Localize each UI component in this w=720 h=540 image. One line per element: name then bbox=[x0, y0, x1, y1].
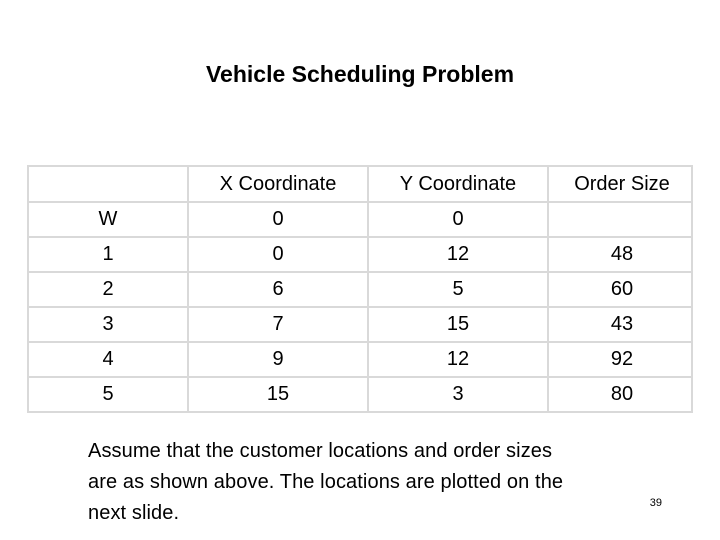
slide-description-line-1: Assume that the customer locations and order sizes bbox=[88, 440, 553, 462]
table-cell-row-5-col-4: 92 bbox=[610, 348, 634, 370]
table-cell-row-5-col-1: 4 bbox=[102, 348, 114, 370]
table-cell-row-6-col-1: 5 bbox=[102, 383, 114, 405]
table-divider-horizontal-3 bbox=[29, 271, 691, 273]
table-cell-row-4-col-3: 15 bbox=[446, 313, 470, 335]
table-divider-horizontal-4 bbox=[29, 306, 691, 308]
slide-description-line-2: are as shown above. The locations are plotted on the bbox=[88, 471, 564, 493]
table-divider-horizontal-6 bbox=[29, 376, 691, 378]
slide-description-line-3: next slide. bbox=[88, 502, 180, 524]
table-cell-row-1-col-2: 0 bbox=[272, 208, 284, 230]
table-header-order-size: Order Size bbox=[574, 173, 670, 195]
table-cell-row-1-col-3: 0 bbox=[452, 208, 464, 230]
table-cell-row-2-col-1: 1 bbox=[102, 243, 114, 265]
table-cell-row-1-col-1: W bbox=[98, 208, 118, 230]
table-cell-row-6-col-3: 3 bbox=[452, 383, 464, 405]
table-divider-horizontal-2 bbox=[29, 236, 691, 238]
table-cell-row-2-col-2: 0 bbox=[272, 243, 284, 265]
table-cell-row-3-col-2: 6 bbox=[272, 278, 284, 300]
table-header-y-coordinate: Y Coordinate bbox=[399, 173, 517, 195]
table-divider-horizontal-1 bbox=[29, 201, 691, 203]
table-cell-row-6-col-4: 80 bbox=[610, 383, 634, 405]
table-cell-row-5-col-2: 9 bbox=[272, 348, 284, 370]
table-cell-row-6-col-2: 15 bbox=[266, 383, 290, 405]
slide-title: Vehicle Scheduling Problem bbox=[205, 61, 515, 87]
table-cell-row-3-col-1: 2 bbox=[102, 278, 114, 300]
table-header-x-coordinate: X Coordinate bbox=[219, 173, 337, 195]
page-number: 39 bbox=[649, 497, 662, 509]
table-cell-row-4-col-2: 7 bbox=[272, 313, 284, 335]
table-cell-row-3-col-3: 5 bbox=[452, 278, 464, 300]
table-divider-horizontal-5 bbox=[29, 341, 691, 343]
table-cell-row-3-col-4: 60 bbox=[610, 278, 634, 300]
table-cell-row-5-col-3: 12 bbox=[446, 348, 470, 370]
slide-description bbox=[88, 436, 678, 529]
table-cell-row-4-col-4: 43 bbox=[610, 313, 634, 335]
vehicle-data-table bbox=[27, 165, 693, 413]
table-cell-row-4-col-1: 3 bbox=[102, 313, 114, 335]
table-cell-row-2-col-4: 48 bbox=[610, 243, 634, 265]
table-cell-row-2-col-3: 12 bbox=[446, 243, 470, 265]
